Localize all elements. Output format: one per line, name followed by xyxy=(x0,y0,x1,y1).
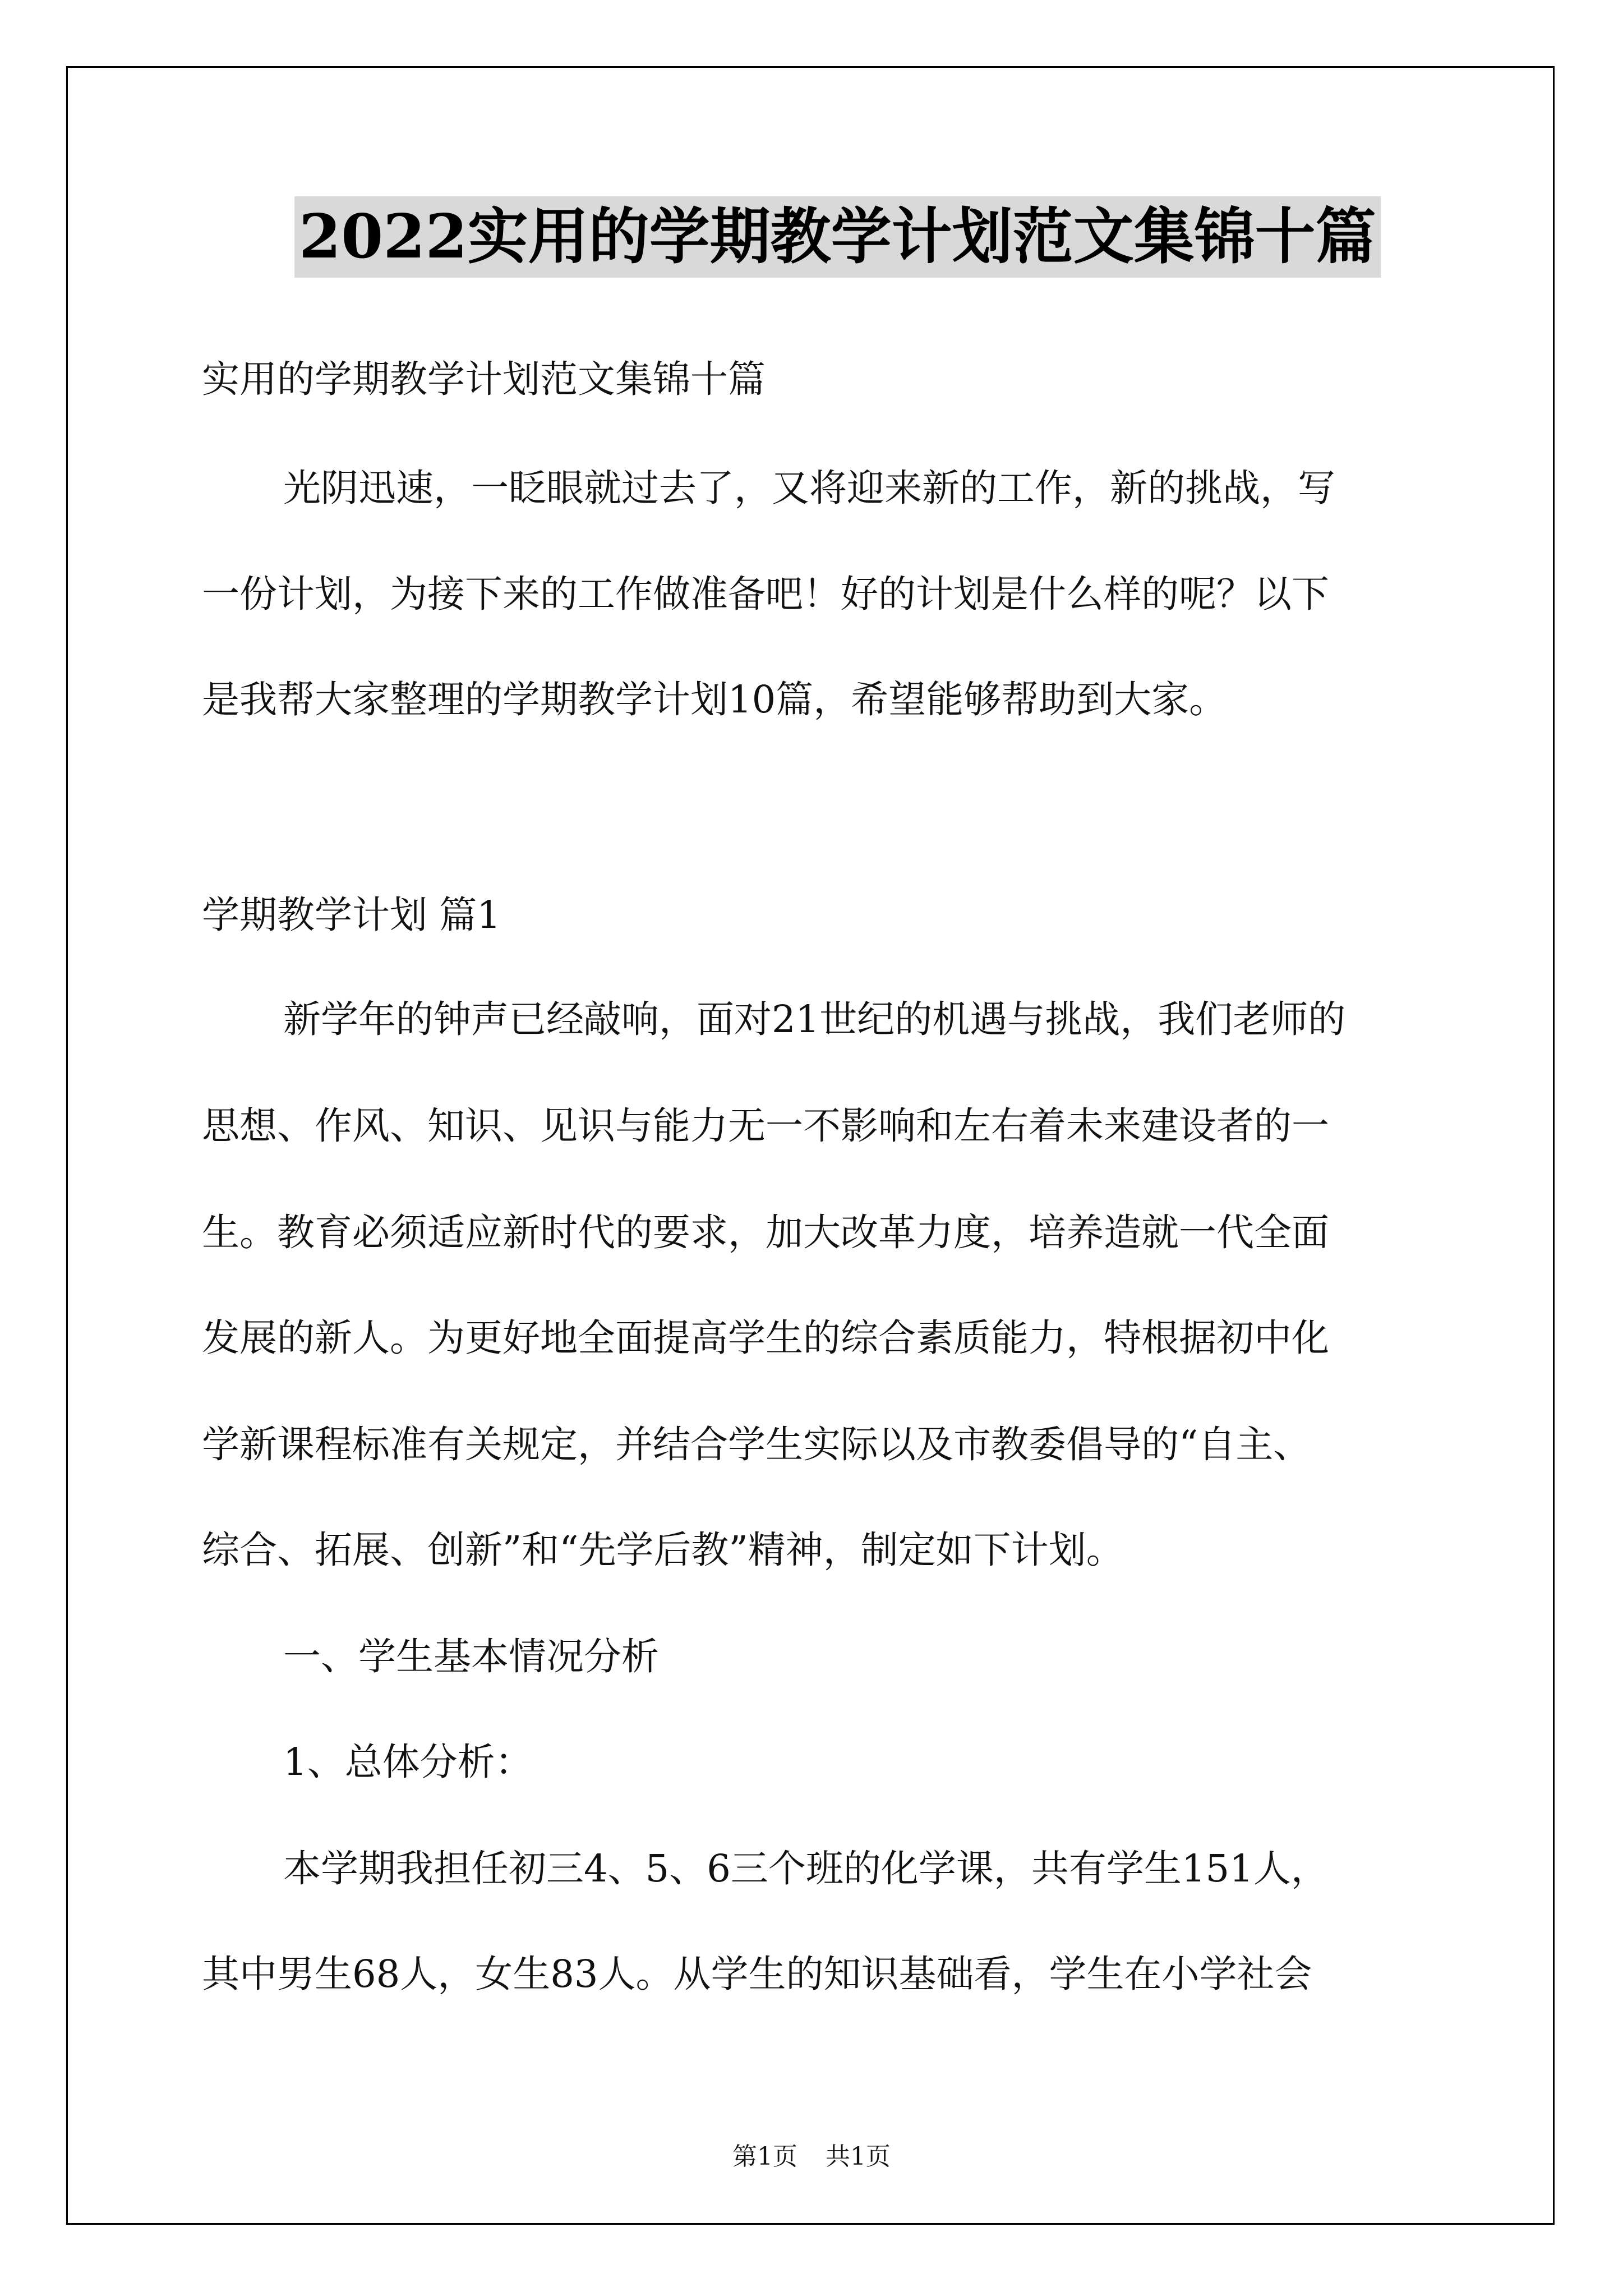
body-line-5: 学新课程标准有关规定，并结合学生实际以及市教委倡导的“自主、 xyxy=(202,1423,1311,1466)
section-heading: 学期教学计划 篇1 xyxy=(202,893,501,937)
document-title: 2022实用的学期教学计划范文集锦十篇 xyxy=(294,196,1381,278)
body-line-3: 生。教育必须适应新时代的要求，加大改革力度，培养造就一代全面 xyxy=(202,1211,1329,1254)
page-footer xyxy=(0,2140,1623,2174)
point-heading: 1、总体分析： xyxy=(283,1740,533,1784)
document-subtitle: 实用的学期教学计划范文集锦十篇 xyxy=(202,357,766,401)
body-line-1: 新学年的钟声已经敲响，面对21世纪的机遇与挑战，我们老师的 xyxy=(283,997,1346,1041)
body-line-6: 综合、拓展、创新”和“先学后教”精神，制定如下计划。 xyxy=(202,1528,1124,1572)
analysis-line-1: 本学期我担任初三4、5、6三个班的化学课，共有学生151人， xyxy=(283,1847,1329,1890)
page-total: 共1页 xyxy=(826,2142,891,2171)
subsection-heading: 一、学生基本情况分析 xyxy=(283,1635,659,1678)
analysis-line-2: 其中男生68人，女生83人。从学生的知识基础看，学生在小学社会 xyxy=(202,1952,1312,1996)
page-number: 第1页 xyxy=(732,2142,797,2171)
intro-line-1: 光阴迅速，一眨眼就过去了，又将迎来新的工作，新的挑战，写 xyxy=(283,466,1335,510)
intro-line-2: 一份计划，为接下来的工作做准备吧！好的计划是什么样的呢？以下 xyxy=(202,572,1329,616)
body-line-2: 思想、作风、知识、见识与能力无一不影响和左右着未来建设者的一 xyxy=(202,1104,1329,1148)
body-line-4: 发展的新人。为更好地全面提高学生的综合素质能力，特根据初中化 xyxy=(202,1316,1329,1360)
intro-line-3: 是我帮大家整理的学期教学计划10篇，希望能够帮助到大家。 xyxy=(202,678,1227,721)
